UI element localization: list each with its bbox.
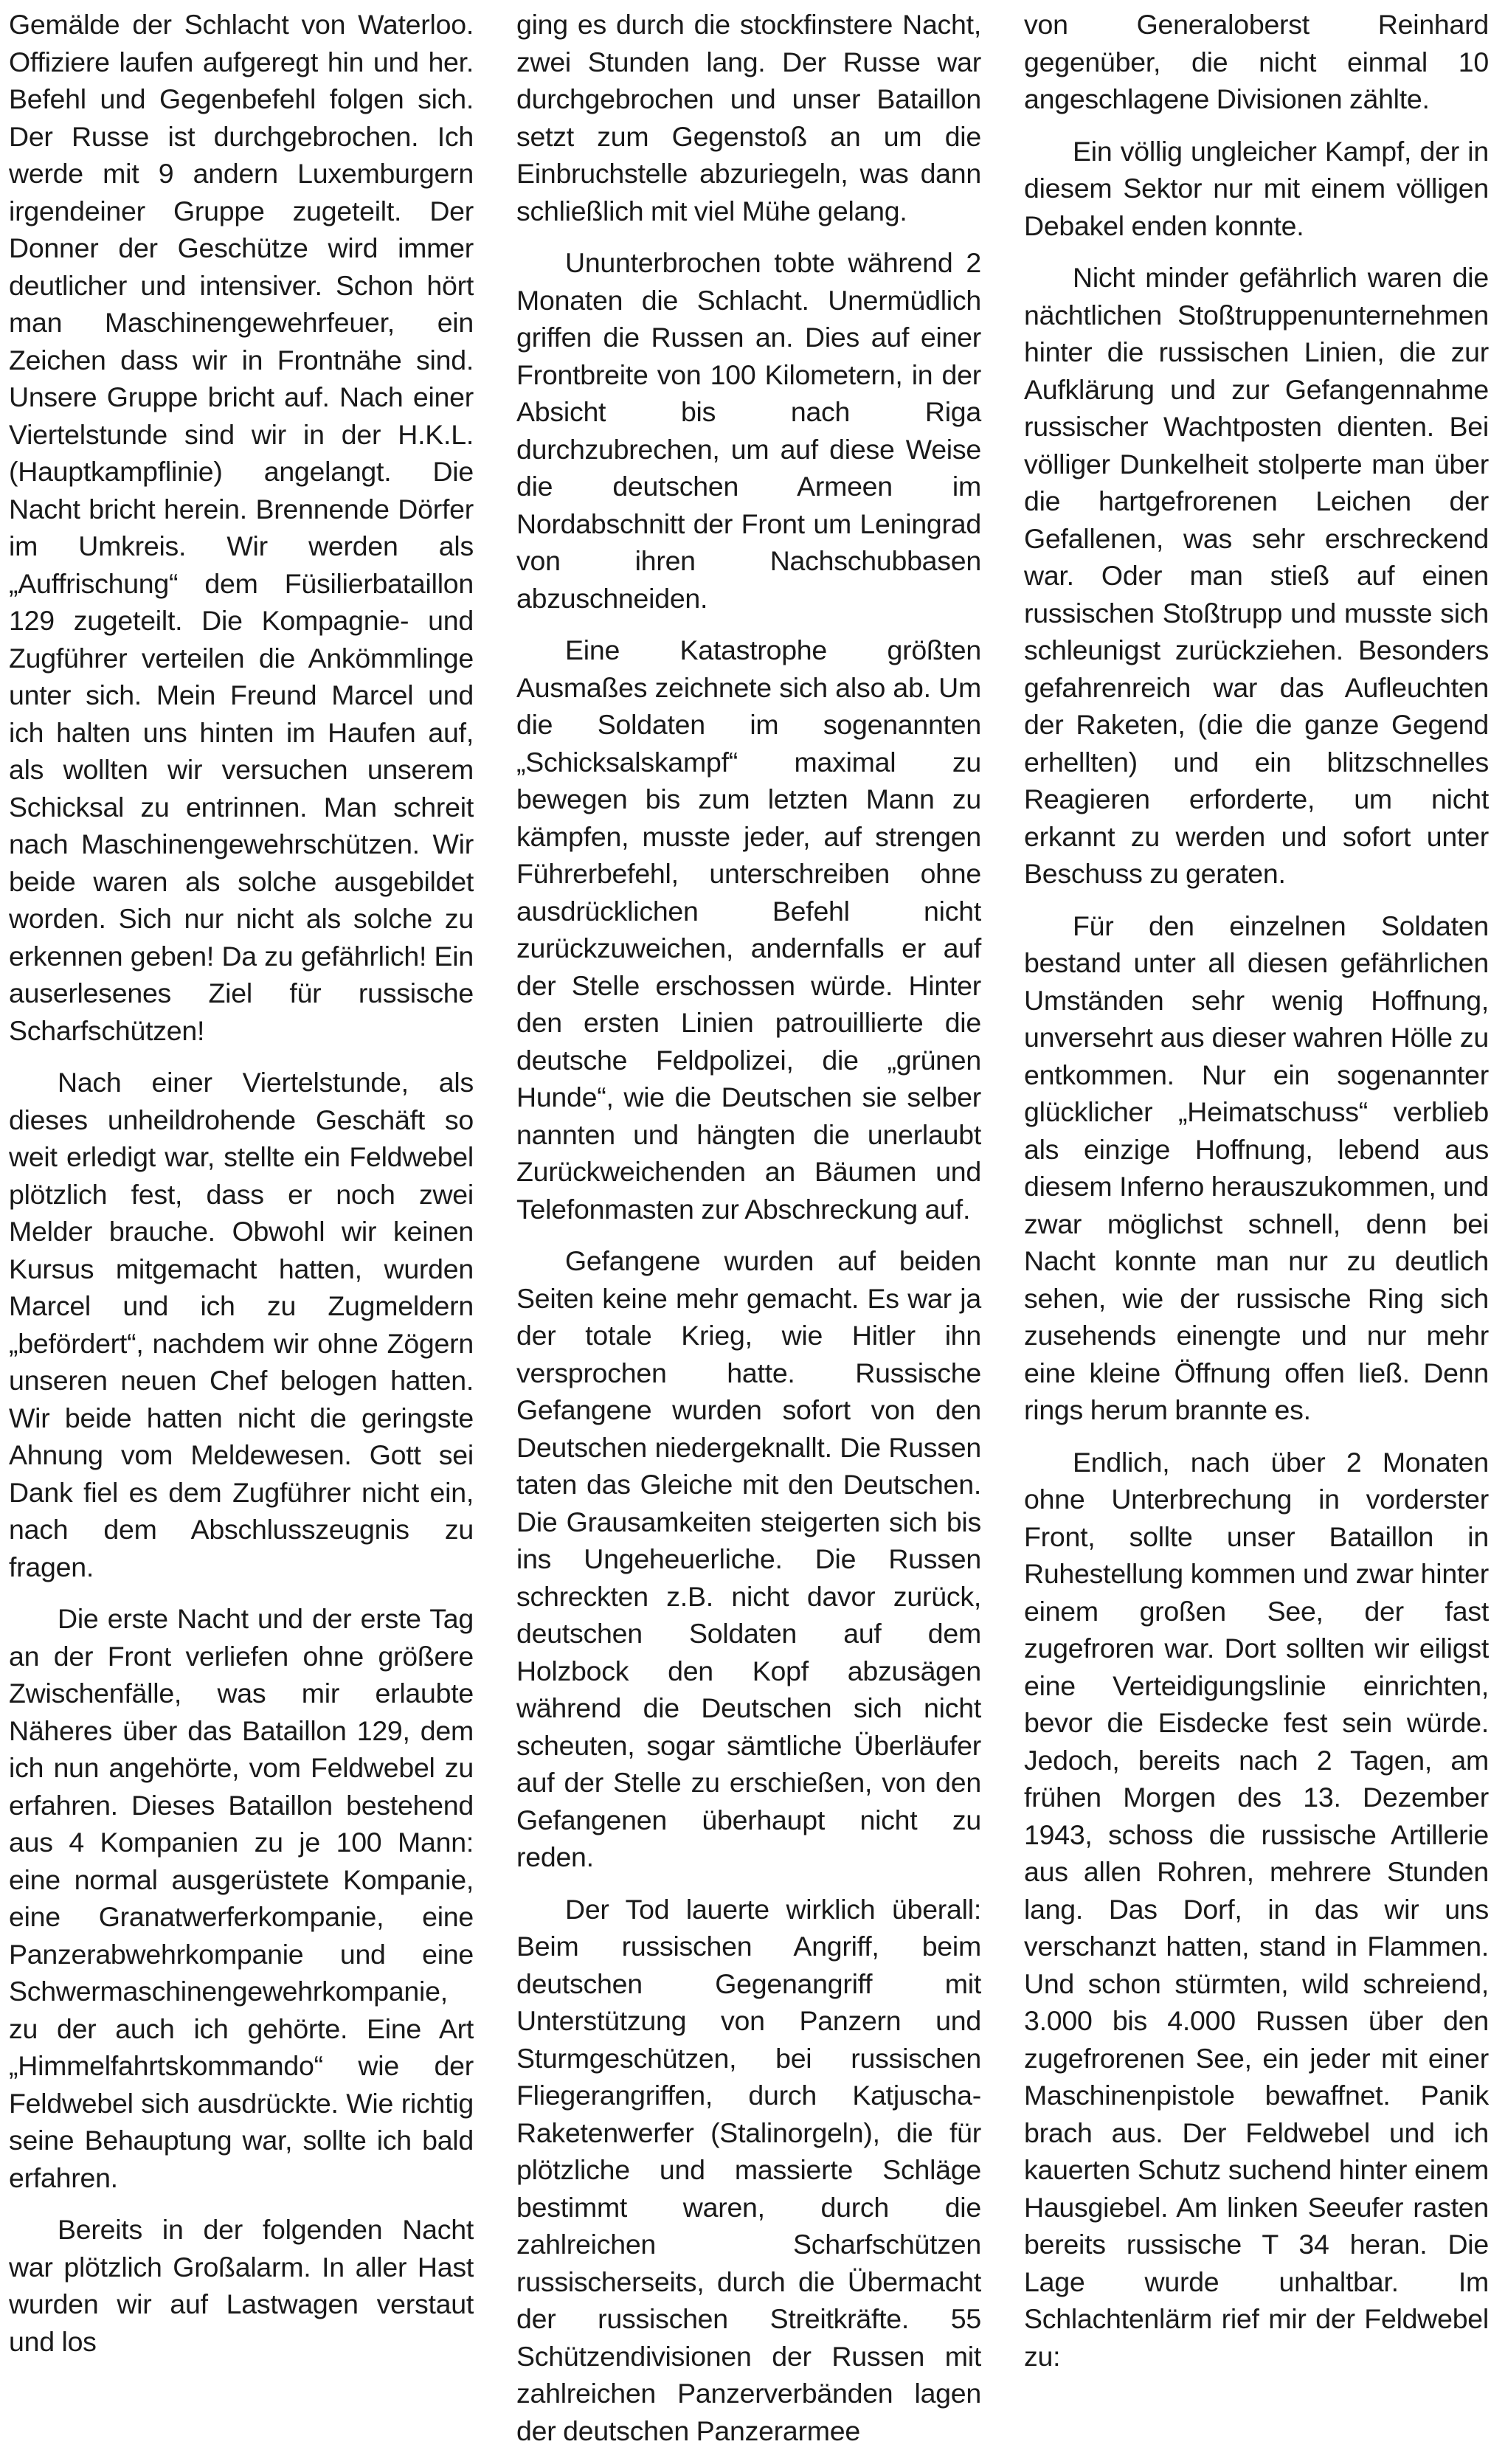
paragraph: Nicht minder gefährlich waren die nächtlichen Stoßtruppenunternehmen hinter die russischen Linien, die zur Aufklärung und zur Gefangennahme russischer Wachtposten dienten. Bei völliger Dunkelheit stolperte man über die hartgefrorenen Leichen der Gefallenen, was sehr erschreckend war. Oder man stieß auf einen russischen Stoßtrupp und musste sich schleunigst zurückziehen. Besonders gefahrenreich war das Aufleuchten der Raketen, (die die ganze Gegend erhellten) und ein blitzschnelles Reagieren erforderte, um nicht erkannt zu werden und sofort unter Beschuss zu geraten. [1024,262,1489,889]
paragraph: Bereits in der folgenden Nacht war plötzlich Großalarm. In aller Hast wurden wir auf Lastwagen verstaut und los [9,2214,474,2357]
paragraph: Eine Katastrophe größten Ausmaßes zeichnete sich also ab. Um die Soldaten im sogenannten „Schicksalskampf“ maximal zu bewegen bis zum letzten Mann zu kämpfen, musste jeder, auf strengen Führerbefehl, unterschreiben ohne ausdrücklichen Befehl nicht zurückzuweichen, andernfalls er auf der Stelle erschossen würde. Hinter den ersten Linien patrouillierte die deutsche Feldpolizei, die „grünen Hunde“, wie die Deutschen sie selber nannten und hängten die unerlaubt Zurückweichenden an Bäumen und Telefonmasten zur Abschreckung auf. [516,634,981,1225]
paragraph: Die erste Nacht und der erste Tag an der Front verliefen ohne größere Zwischenfälle, was mir erlaubte Näheres über das Bataillon 129, dem ich nun angehörte, vom Feldwebel zu erfahren. Dieses Bataillon bestehend aus 4 Kompanien zu je 100 Mann: eine normal ausgerüstete Kompanie, eine Granatwerferkompanie, eine Panzerabwehrkompanie und eine Schwermaschinengewehrkompanie, zu der auch ich gehörte. Eine Art „Himmelfahrtskommando“ wie der Feldwebel sich ausdrückte. Wie richtig seine Behauptung war, sollte ich bald erfahren. [9,1603,474,2193]
paragraph: von Generaloberst Reinhard gegenüber, die nicht einmal 10 angeschlagene Divisionen zählte. [1024,9,1489,114]
text-column-2 [516,6,981,2464]
paragraph: Gemälde der Schlacht von Waterloo. Offiziere laufen aufgeregt hin und her. Befehl und Gegenbefehl folgen sich. Der Russe ist durchgebrochen. Ich werde mit 9 andern Luxemburgern irgendeiner Gruppe zugeteilt. Der Donner der Geschütze wird immer deutlicher und intensiver. Schon hört man Maschinengewehrfeuer, ein Zeichen dass wir in Frontnähe sind. Unsere Gruppe bricht auf. Nach einer Viertelstunde sind wir in der H.K.L. (Hauptkampflinie) angelangt. Die Nacht bricht herein. Brennende Dörfer im Umkreis. Wir werden als „Auffrischung“ dem Füsilierbataillon 129 zugeteilt. Die Kompagnie- und Zugführer verteilen die Ankömmlinge unter sich. Mein Freund Marcel und ich halten uns hinten im Haufen auf, als wollten wir versuchen unserem Schicksal zu entrinnen. Man schreit nach Maschinengewehrschützen. Wir beide waren als solche ausgebildet worden. Sich nur nicht als solche zu erkennen geben! Da zu gefährlich! Ein auserlesenes Ziel für russische Scharfschützen! [9,9,474,1046]
paragraph: Der Tod lauerte wirklich überall: Beim russischen Angriff, beim deutschen Gegenangriff mit Unterstützung von Panzern und Sturmgeschützen, bei russischen Fliegerangriffen, durch Katjuscha-Raketenwerfer (Stalinorgeln), die für plötzliche und massierte Schläge bestimmt waren, durch die zahlreichen Scharfschützen russischerseits, durch die Übermacht der russischen Streitkräfte. 55 Schützendivisionen der Russen mit zahlreichen Panzerverbänden lagen der deutschen Panzerarmee [516,1893,981,2446]
paragraph: Ein völlig ungleicher Kampf, der in diesem Sektor nur mit einem völligen Debakel enden konnte. [1024,135,1489,241]
paragraph: Nach einer Viertelstunde, als dieses unheildrohende Geschäft so weit erledigt war, stellte ein Feldwebel plötzlich fest, dass er noch zwei Melder brauche. Obwohl wir keinen Kursus mitgemacht hatten, wurden Marcel und ich zu Zugmeldern „befördert“, nachdem wir ohne Zögern unseren neuen Chef belogen hatten. Wir beide hatten nicht die geringste Ahnung vom Meldewesen. Gott sei Dank fiel es dem Zugführer nicht ein, nach dem Abschlusszeugnis zu fragen. [9,1067,474,1582]
paragraph: Ununterbrochen tobte während 2 Monaten die Schlacht. Unermüdlich griffen die Russen an. Dies auf einer Frontbreite von 100 Kilometern, in der Absicht bis nach Riga durchzubrechen, um auf diese Weise die deutschen Armeen im Nordabschnitt der Front um Leningrad von ihren Nachschubbasen abzuschneiden. [516,247,981,614]
text-column-3 [1024,6,1489,2389]
paragraph: Gefangene wurden auf beiden Seiten keine mehr gemacht. Es war ja der totale Krieg, wie Hitler ihn versprochen hatte. Russische Gefangene wurden sofort von den Deutschen niedergeknallt. Die Russen taten das Gleiche mit den Deutschen. Die Grausamkeiten steigerten sich bis ins Ungeheuerliche. Die Russen schreckten z.B. nicht davor zurück, deutschen Soldaten auf dem Holzbock den Kopf abzusägen während die Deutschen sich nicht scheuten, sogar sämtliche Überläufer auf der Stelle zu erschießen, von den Gefangenen überhaupt nicht zu reden. [516,1245,981,1872]
text-column-1 [9,6,474,2375]
paragraph: Endlich, nach über 2 Monaten ohne Unterbrechung in vorderster Front, sollte unser Bataillon in Ruhestellung kommen und zwar hinter einem großen See, der fast zugefroren war. Dort sollten wir eiligst eine Verteidigungslinie einrichten, bevor die Eisdecke fest sein würde. Jedoch, bereits nach 2 Tagen, am frühen Morgen des 13. Dezember 1943, schoss die russische Artillerie aus allen Rohren, mehrere Stunden lang. Das Dorf, in das wir uns verschanzt hatten, stand in Flammen. Und schon stürmten, wild schreiend, 3.000 bis 4.000 Russen über den zugefrorenen See, ein jeder mit einer Maschinenpistole bewaffnet. Panik brach aus. Der Feldwebel und ich kauerten Schutz suchend hinter einem Hausgiebel. Am linken Seeufer rasten bereits russische T 34 heran. Die Lage wurde unhaltbar. Im Schlachtenlärm rief mir der Feldwebel zu: [1024,1446,1489,2372]
paragraph: ging es durch die stockfinstere Nacht, zwei Stunden lang. Der Russe war durchgebrochen und unser Bataillon setzt zum Gegenstoß an um die Einbruchstelle abzuriegeln, was dann schließlich mit viel Mühe gelang. [516,9,981,226]
paragraph: Für den einzelnen Soldaten bestand unter all diesen gefährlichen Umständen sehr wenig Hoffnung, unversehrt aus dieser wahren Hölle zu entkommen. Nur ein sogenannter glücklicher „Heimatschuss“ verblieb als einzige Hoffnung, lebend aus diesem Inferno herauszukommen, und zwar möglichst schnell, denn bei Nacht konnte man nur zu deutlich sehen, wie der russische Ring sich zusehends einengte und nur mehr eine kleine Öffnung offen ließ. Denn rings herum brannte es. [1024,910,1489,1425]
